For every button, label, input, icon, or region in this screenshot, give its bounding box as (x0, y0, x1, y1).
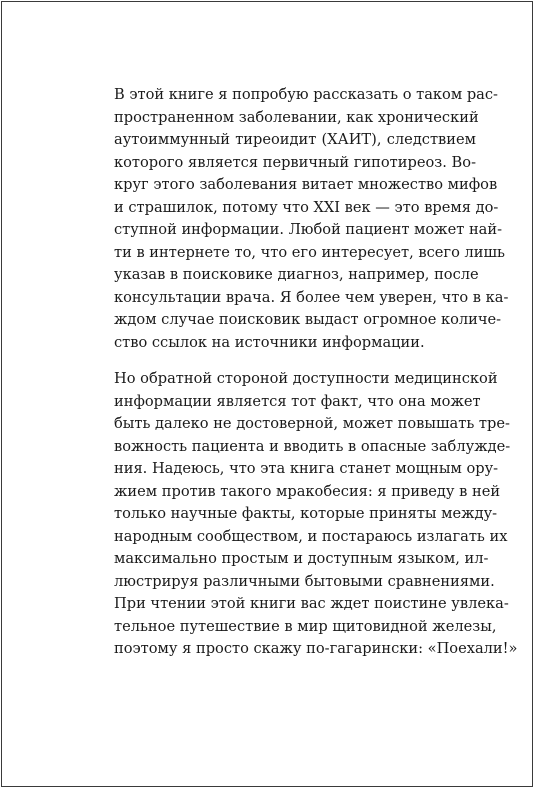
text-line: круг этого заболевания витает множество мифов (114, 176, 498, 193)
text-block (114, 84, 518, 661)
text-line: ти в интернете то, что его интересует, всего лишь (114, 243, 506, 261)
text-line: поэтому я просто скажу по-гагарински: «Поехали!» (114, 640, 518, 657)
text-line: пространенном заболевании, как хронический (114, 108, 479, 126)
text-line: Но обратной стороной доступности медицинской (114, 370, 498, 387)
text-line: быть далеко не достоверной, может повышать тре- (114, 415, 510, 432)
text-line: аутоиммунный тиреоидит (ХАИТ), следствием (114, 131, 476, 148)
text-line: ждом случае поисковик выдаст огромное количе- (114, 311, 502, 328)
text-line: народным сообществом, и постараюсь излагать их (114, 527, 508, 545)
text-line: указав в поисковике диагноз, например, после (114, 266, 479, 283)
text-line: В этой книге я попробую рассказать о таком рас- (114, 86, 498, 103)
text-line: только научные факты, которые приняты между- (114, 505, 498, 522)
text-line: тельное путешествие в мир щитовидной железы, (114, 617, 497, 635)
text-line: консультации врача. Я более чем уверен, что в ка- (114, 288, 509, 306)
text-line: информации является тот факт, что она может (114, 392, 481, 410)
page-frame (1, 1, 533, 787)
text-line: ство ссылок на источники информации. (114, 333, 425, 351)
text-line: При чтении этой книги вас ждет поистине увлека- (114, 595, 509, 612)
text-line: жием против такого мракобесия: я приведу в ней (114, 482, 501, 500)
text-line: ступной информации. Любой пациент может най- (114, 221, 503, 238)
paragraph-1 (114, 84, 509, 354)
text-line: которого является первичный гипотиреоз. Во- (114, 153, 476, 171)
text-line: люстрируя различными бытовыми сравнениями. (114, 572, 495, 590)
text-line: вожность пациента и вводить в опасные заблужде- (114, 437, 511, 455)
paragraph-gap (114, 354, 476, 368)
text-line: ния. Надеюсь, что эта книга станет мощным ору- (114, 460, 499, 477)
text-line: и страшилок, потому что XXI век — это время до- (114, 198, 499, 216)
paragraph-2 (114, 368, 518, 661)
text-line: максимально простым и доступным языком, ил- (114, 550, 489, 567)
